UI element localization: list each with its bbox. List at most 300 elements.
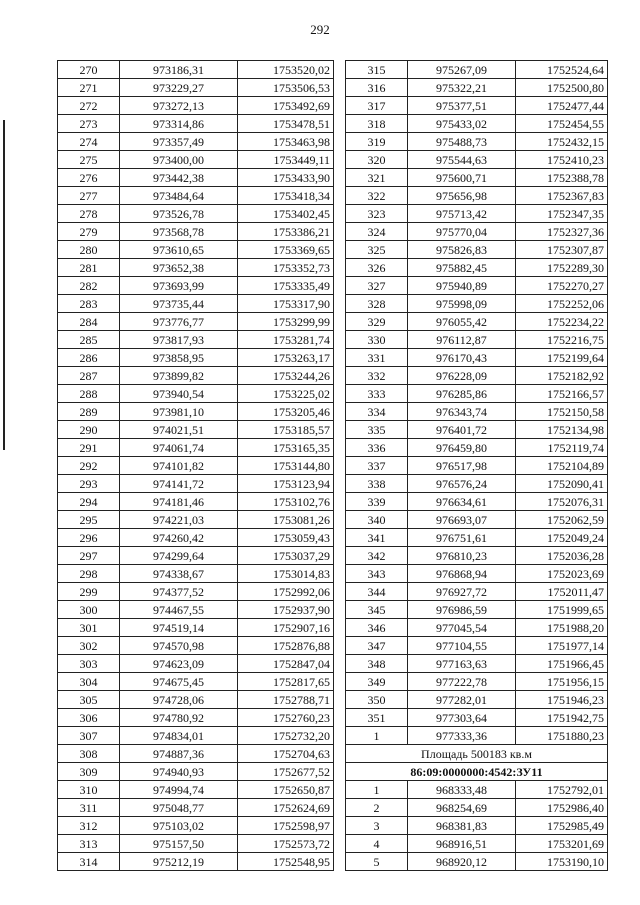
point-number-cell: 305 — [58, 691, 120, 709]
x-coordinate-cell: 977222,78 — [408, 673, 516, 691]
table-row — [346, 295, 608, 313]
point-number-cell: 328 — [346, 295, 408, 313]
table-row — [58, 187, 334, 205]
x-coordinate-cell: 976868,94 — [408, 565, 516, 583]
point-number-cell: 311 — [58, 799, 120, 817]
x-coordinate-cell: 974467,55 — [120, 601, 238, 619]
x-coordinate-cell: 975713,42 — [408, 205, 516, 223]
table-row — [346, 511, 608, 529]
table-row — [346, 151, 608, 169]
y-coordinate-cell: 1752760,23 — [238, 709, 334, 727]
table-row — [58, 763, 334, 781]
y-coordinate-cell: 1753506,53 — [238, 79, 334, 97]
point-number-cell: 336 — [346, 439, 408, 457]
table-row — [346, 475, 608, 493]
table-row — [58, 61, 334, 79]
table-row — [58, 169, 334, 187]
x-coordinate-cell: 976693,07 — [408, 511, 516, 529]
point-number-cell: 277 — [58, 187, 120, 205]
y-coordinate-cell: 1753102,76 — [238, 493, 334, 511]
table-row — [346, 205, 608, 223]
point-number-cell: 273 — [58, 115, 120, 133]
table-row — [58, 223, 334, 241]
table-row — [58, 133, 334, 151]
point-number-cell: 348 — [346, 655, 408, 673]
table-row — [58, 853, 334, 871]
point-number-cell: 343 — [346, 565, 408, 583]
page-number: 292 — [310, 22, 330, 37]
y-coordinate-cell: 1752011,47 — [516, 583, 608, 601]
point-number-cell: 285 — [58, 331, 120, 349]
y-coordinate-cell: 1752650,87 — [238, 781, 334, 799]
y-coordinate-cell: 1752907,16 — [238, 619, 334, 637]
point-number-cell: 289 — [58, 403, 120, 421]
y-coordinate-cell: 1752432,15 — [516, 133, 608, 151]
point-number-cell: 280 — [58, 241, 120, 259]
table-row — [346, 799, 608, 817]
table-row — [346, 367, 608, 385]
point-number-cell: 272 — [58, 97, 120, 115]
x-coordinate-cell: 977333,36 — [408, 727, 516, 745]
point-number-cell: 294 — [58, 493, 120, 511]
point-number-cell: 298 — [58, 565, 120, 583]
point-number-cell: 312 — [58, 817, 120, 835]
point-number-cell: 284 — [58, 313, 120, 331]
x-coordinate-cell: 974994,74 — [120, 781, 238, 799]
margin-line — [3, 120, 5, 450]
y-coordinate-cell: 1752216,75 — [516, 331, 608, 349]
y-coordinate-cell: 1753190,10 — [516, 853, 608, 871]
point-number-cell: 310 — [58, 781, 120, 799]
point-number-cell: 332 — [346, 367, 408, 385]
point-number-cell: 274 — [58, 133, 120, 151]
x-coordinate-cell: 975212,19 — [120, 853, 238, 871]
point-number-cell: 297 — [58, 547, 120, 565]
coordinate-table-right — [345, 60, 608, 871]
y-coordinate-cell: 1752847,04 — [238, 655, 334, 673]
x-coordinate-cell: 974780,92 — [120, 709, 238, 727]
y-coordinate-cell: 1753520,02 — [238, 61, 334, 79]
table-row — [346, 79, 608, 97]
point-number-cell: 345 — [346, 601, 408, 619]
table-row — [346, 781, 608, 799]
y-coordinate-cell: 1753201,69 — [516, 835, 608, 853]
x-coordinate-cell: 973357,49 — [120, 133, 238, 151]
x-coordinate-cell: 974519,14 — [120, 619, 238, 637]
point-number-cell: 290 — [58, 421, 120, 439]
table-row — [58, 295, 334, 313]
point-number-cell: 317 — [346, 97, 408, 115]
point-number-cell: 347 — [346, 637, 408, 655]
y-coordinate-cell: 1753386,21 — [238, 223, 334, 241]
table-row — [346, 529, 608, 547]
y-coordinate-cell: 1752234,22 — [516, 313, 608, 331]
table-row — [346, 223, 608, 241]
x-coordinate-cell: 976055,42 — [408, 313, 516, 331]
x-coordinate-cell: 974338,67 — [120, 565, 238, 583]
table-row — [58, 637, 334, 655]
y-coordinate-cell: 1752985,49 — [516, 817, 608, 835]
x-coordinate-cell: 975826,83 — [408, 241, 516, 259]
table-row — [58, 709, 334, 727]
y-coordinate-cell: 1752732,20 — [238, 727, 334, 745]
table-row — [346, 709, 608, 727]
y-coordinate-cell: 1752199,64 — [516, 349, 608, 367]
x-coordinate-cell: 974728,06 — [120, 691, 238, 709]
point-number-cell: 3 — [346, 817, 408, 835]
table-row — [346, 115, 608, 133]
table-row — [58, 79, 334, 97]
y-coordinate-cell: 1753335,49 — [238, 277, 334, 295]
x-coordinate-cell: 973735,44 — [120, 295, 238, 313]
x-coordinate-cell: 973229,27 — [120, 79, 238, 97]
y-coordinate-cell: 1752182,92 — [516, 367, 608, 385]
point-number-cell: 341 — [346, 529, 408, 547]
x-coordinate-cell: 968916,51 — [408, 835, 516, 853]
y-coordinate-cell: 1752817,65 — [238, 673, 334, 691]
table-row — [346, 259, 608, 277]
point-number-cell: 1 — [346, 781, 408, 799]
x-coordinate-cell: 973817,93 — [120, 331, 238, 349]
x-coordinate-cell: 968333,48 — [408, 781, 516, 799]
x-coordinate-cell: 974834,01 — [120, 727, 238, 745]
y-coordinate-cell: 1752307,87 — [516, 241, 608, 259]
point-number-cell: 293 — [58, 475, 120, 493]
point-number-cell: 314 — [58, 853, 120, 871]
y-coordinate-cell: 1753014,83 — [238, 565, 334, 583]
x-coordinate-cell: 974181,46 — [120, 493, 238, 511]
point-number-cell: 287 — [58, 367, 120, 385]
point-number-cell: 318 — [346, 115, 408, 133]
table-row — [58, 601, 334, 619]
x-coordinate-cell: 975048,77 — [120, 799, 238, 817]
y-coordinate-cell: 1752104,89 — [516, 457, 608, 475]
point-number-cell: 321 — [346, 169, 408, 187]
table-row — [346, 349, 608, 367]
x-coordinate-cell: 974021,51 — [120, 421, 238, 439]
x-coordinate-cell: 977282,01 — [408, 691, 516, 709]
y-coordinate-cell: 1753418,34 — [238, 187, 334, 205]
y-coordinate-cell: 1752937,90 — [238, 601, 334, 619]
y-coordinate-cell: 1753263,17 — [238, 349, 334, 367]
y-coordinate-cell: 1753478,51 — [238, 115, 334, 133]
point-number-cell: 320 — [346, 151, 408, 169]
x-coordinate-cell: 974221,03 — [120, 511, 238, 529]
y-coordinate-cell: 1753081,26 — [238, 511, 334, 529]
table-row — [58, 349, 334, 367]
x-coordinate-cell: 973610,65 — [120, 241, 238, 259]
table-row — [346, 457, 608, 475]
y-coordinate-cell: 1753492,69 — [238, 97, 334, 115]
y-coordinate-cell: 1753225,02 — [238, 385, 334, 403]
table-row — [58, 385, 334, 403]
table-row — [58, 313, 334, 331]
x-coordinate-cell: 975998,09 — [408, 295, 516, 313]
y-coordinate-cell: 1752119,74 — [516, 439, 608, 457]
point-number-cell: 282 — [58, 277, 120, 295]
table-row — [346, 277, 608, 295]
x-coordinate-cell: 976112,87 — [408, 331, 516, 349]
table-row — [58, 529, 334, 547]
point-number-cell: 340 — [346, 511, 408, 529]
y-coordinate-cell: 1752367,83 — [516, 187, 608, 205]
y-coordinate-cell: 1753299,99 — [238, 313, 334, 331]
y-coordinate-cell: 1753433,90 — [238, 169, 334, 187]
point-number-cell: 1 — [346, 727, 408, 745]
x-coordinate-cell: 976517,98 — [408, 457, 516, 475]
point-number-cell: 330 — [346, 331, 408, 349]
table-row — [58, 97, 334, 115]
table-row — [58, 727, 334, 745]
point-number-cell: 326 — [346, 259, 408, 277]
table-row — [58, 799, 334, 817]
x-coordinate-cell: 976343,74 — [408, 403, 516, 421]
y-coordinate-cell: 1752677,52 — [238, 763, 334, 781]
y-coordinate-cell: 1753165,35 — [238, 439, 334, 457]
x-coordinate-cell: 976401,72 — [408, 421, 516, 439]
table-row — [346, 619, 608, 637]
y-coordinate-cell: 1751977,14 — [516, 637, 608, 655]
table-row — [58, 691, 334, 709]
table-row — [346, 97, 608, 115]
x-coordinate-cell: 968920,12 — [408, 853, 516, 871]
x-coordinate-cell: 974061,74 — [120, 439, 238, 457]
y-coordinate-cell: 1752166,57 — [516, 385, 608, 403]
table-row — [58, 115, 334, 133]
y-coordinate-cell: 1752573,72 — [238, 835, 334, 853]
x-coordinate-cell: 974940,93 — [120, 763, 238, 781]
point-number-cell: 4 — [346, 835, 408, 853]
y-coordinate-cell: 1751988,20 — [516, 619, 608, 637]
y-coordinate-cell: 1752076,31 — [516, 493, 608, 511]
y-coordinate-cell: 1751999,65 — [516, 601, 608, 619]
x-coordinate-cell: 976228,09 — [408, 367, 516, 385]
y-coordinate-cell: 1751880,23 — [516, 727, 608, 745]
point-number-cell: 275 — [58, 151, 120, 169]
table-row — [58, 583, 334, 601]
area-label-row — [346, 745, 608, 763]
y-coordinate-cell: 1753205,46 — [238, 403, 334, 421]
table-row — [58, 781, 334, 799]
point-number-cell: 308 — [58, 745, 120, 763]
x-coordinate-cell: 977104,55 — [408, 637, 516, 655]
point-number-cell: 307 — [58, 727, 120, 745]
x-coordinate-cell: 973981,10 — [120, 403, 238, 421]
y-coordinate-cell: 1752992,06 — [238, 583, 334, 601]
x-coordinate-cell: 973526,78 — [120, 205, 238, 223]
x-coordinate-cell: 975544,63 — [408, 151, 516, 169]
table-row — [346, 565, 608, 583]
y-coordinate-cell: 1753059,43 — [238, 529, 334, 547]
y-coordinate-cell: 1752062,59 — [516, 511, 608, 529]
y-coordinate-cell: 1751946,23 — [516, 691, 608, 709]
table-row — [346, 727, 608, 745]
y-coordinate-cell: 1753144,80 — [238, 457, 334, 475]
x-coordinate-cell: 974260,42 — [120, 529, 238, 547]
point-number-cell: 331 — [346, 349, 408, 367]
y-coordinate-cell: 1752598,97 — [238, 817, 334, 835]
point-number-cell: 276 — [58, 169, 120, 187]
x-coordinate-cell: 973186,31 — [120, 61, 238, 79]
table-row — [58, 259, 334, 277]
point-number-cell: 286 — [58, 349, 120, 367]
parcel-id: 86:09:0000000:4542:ЗУ11 — [346, 763, 608, 781]
table-row — [58, 493, 334, 511]
y-coordinate-cell: 1752347,35 — [516, 205, 608, 223]
point-number-cell: 292 — [58, 457, 120, 475]
x-coordinate-cell: 976459,80 — [408, 439, 516, 457]
x-coordinate-cell: 973400,00 — [120, 151, 238, 169]
table-row — [346, 187, 608, 205]
table-row — [58, 403, 334, 421]
y-coordinate-cell: 1753449,11 — [238, 151, 334, 169]
y-coordinate-cell: 1752986,40 — [516, 799, 608, 817]
table-row — [346, 439, 608, 457]
point-number-cell: 313 — [58, 835, 120, 853]
y-coordinate-cell: 1752090,41 — [516, 475, 608, 493]
point-number-cell: 278 — [58, 205, 120, 223]
table-row — [58, 367, 334, 385]
point-number-cell: 304 — [58, 673, 120, 691]
y-coordinate-cell: 1752548,95 — [238, 853, 334, 871]
point-number-cell: 351 — [346, 709, 408, 727]
y-coordinate-cell: 1751956,15 — [516, 673, 608, 691]
point-number-cell: 324 — [346, 223, 408, 241]
point-number-cell: 281 — [58, 259, 120, 277]
table-row — [346, 601, 608, 619]
x-coordinate-cell: 973652,38 — [120, 259, 238, 277]
y-coordinate-cell: 1752792,01 — [516, 781, 608, 799]
point-number-cell: 339 — [346, 493, 408, 511]
x-coordinate-cell: 976986,59 — [408, 601, 516, 619]
x-coordinate-cell: 974141,72 — [120, 475, 238, 493]
x-coordinate-cell: 975433,02 — [408, 115, 516, 133]
x-coordinate-cell: 976170,43 — [408, 349, 516, 367]
point-number-cell: 295 — [58, 511, 120, 529]
y-coordinate-cell: 1752023,69 — [516, 565, 608, 583]
point-number-cell: 302 — [58, 637, 120, 655]
y-coordinate-cell: 1752454,55 — [516, 115, 608, 133]
point-number-cell: 300 — [58, 601, 120, 619]
x-coordinate-cell: 973776,77 — [120, 313, 238, 331]
x-coordinate-cell: 973484,64 — [120, 187, 238, 205]
y-coordinate-cell: 1753281,74 — [238, 331, 334, 349]
point-number-cell: 288 — [58, 385, 120, 403]
x-coordinate-cell: 973442,38 — [120, 169, 238, 187]
y-coordinate-cell: 1752036,28 — [516, 547, 608, 565]
y-coordinate-cell: 1752788,71 — [238, 691, 334, 709]
table-row — [346, 169, 608, 187]
table-row — [346, 691, 608, 709]
table-row — [58, 151, 334, 169]
table-row — [346, 853, 608, 871]
table-row — [58, 205, 334, 223]
x-coordinate-cell: 975267,09 — [408, 61, 516, 79]
table-row — [346, 133, 608, 151]
point-number-cell: 319 — [346, 133, 408, 151]
x-coordinate-cell: 973314,86 — [120, 115, 238, 133]
table-row — [346, 403, 608, 421]
y-coordinate-cell: 1753244,26 — [238, 367, 334, 385]
y-coordinate-cell: 1753369,65 — [238, 241, 334, 259]
table-row — [58, 511, 334, 529]
table-row — [346, 583, 608, 601]
point-number-cell: 327 — [346, 277, 408, 295]
y-coordinate-cell: 1752289,30 — [516, 259, 608, 277]
point-number-cell: 316 — [346, 79, 408, 97]
table-row — [346, 547, 608, 565]
table-row — [346, 637, 608, 655]
point-number-cell: 315 — [346, 61, 408, 79]
y-coordinate-cell: 1752327,36 — [516, 223, 608, 241]
table-row — [346, 331, 608, 349]
x-coordinate-cell: 974299,64 — [120, 547, 238, 565]
x-coordinate-cell: 973568,78 — [120, 223, 238, 241]
x-coordinate-cell: 975488,73 — [408, 133, 516, 151]
y-coordinate-cell: 1752624,69 — [238, 799, 334, 817]
point-number-cell: 338 — [346, 475, 408, 493]
table-row — [346, 655, 608, 673]
x-coordinate-cell: 974675,45 — [120, 673, 238, 691]
y-coordinate-cell: 1752252,06 — [516, 295, 608, 313]
y-coordinate-cell: 1752270,27 — [516, 277, 608, 295]
y-coordinate-cell: 1752150,58 — [516, 403, 608, 421]
y-coordinate-cell: 1752524,64 — [516, 61, 608, 79]
x-coordinate-cell: 976634,61 — [408, 493, 516, 511]
table-row — [58, 547, 334, 565]
x-coordinate-cell: 974101,82 — [120, 457, 238, 475]
x-coordinate-cell: 975770,04 — [408, 223, 516, 241]
x-coordinate-cell: 976810,23 — [408, 547, 516, 565]
x-coordinate-cell: 976285,86 — [408, 385, 516, 403]
table-row — [346, 421, 608, 439]
table-row — [58, 475, 334, 493]
point-number-cell: 342 — [346, 547, 408, 565]
y-coordinate-cell: 1752388,78 — [516, 169, 608, 187]
x-coordinate-cell: 974570,98 — [120, 637, 238, 655]
x-coordinate-cell: 974623,09 — [120, 655, 238, 673]
y-coordinate-cell: 1752876,88 — [238, 637, 334, 655]
y-coordinate-cell: 1753123,94 — [238, 475, 334, 493]
x-coordinate-cell: 975157,50 — [120, 835, 238, 853]
table-row — [58, 835, 334, 853]
point-number-cell: 270 — [58, 61, 120, 79]
x-coordinate-cell: 976927,72 — [408, 583, 516, 601]
table-row — [58, 439, 334, 457]
x-coordinate-cell: 973693,99 — [120, 277, 238, 295]
table-row — [58, 331, 334, 349]
y-coordinate-cell: 1751942,75 — [516, 709, 608, 727]
point-number-cell: 323 — [346, 205, 408, 223]
point-number-cell: 346 — [346, 619, 408, 637]
table-row — [346, 313, 608, 331]
x-coordinate-cell: 977303,64 — [408, 709, 516, 727]
area-label: Площадь 500183 кв.м — [346, 745, 608, 763]
point-number-cell: 334 — [346, 403, 408, 421]
table-row — [58, 241, 334, 259]
point-number-cell: 325 — [346, 241, 408, 259]
y-coordinate-cell: 1752500,80 — [516, 79, 608, 97]
point-number-cell: 350 — [346, 691, 408, 709]
x-coordinate-cell: 975656,98 — [408, 187, 516, 205]
y-coordinate-cell: 1753352,73 — [238, 259, 334, 277]
parcel-id-row — [346, 763, 608, 781]
x-coordinate-cell: 968381,83 — [408, 817, 516, 835]
y-coordinate-cell: 1751966,45 — [516, 655, 608, 673]
table-row — [58, 673, 334, 691]
x-coordinate-cell: 975882,45 — [408, 259, 516, 277]
x-coordinate-cell: 977045,54 — [408, 619, 516, 637]
